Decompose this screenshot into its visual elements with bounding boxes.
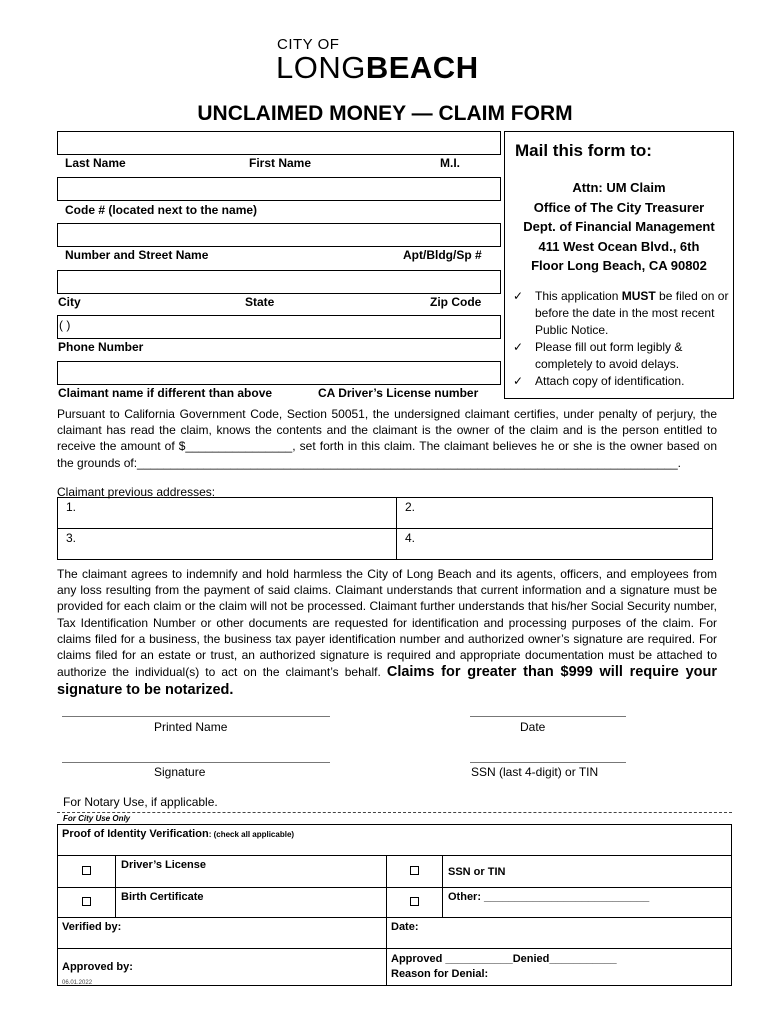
proof-table [57, 824, 732, 986]
instruction-item [513, 339, 731, 373]
logo-city-of: CITY OF [277, 36, 340, 53]
drivers-license-label: CA Driver’s License number [318, 386, 479, 400]
apt-label: Apt/Bldg/Sp # [403, 248, 482, 262]
mail-box [504, 131, 734, 399]
instruction-text: be filed on or before the date in the most recent Public Notice. [535, 289, 729, 337]
phone-prefix: ( ) [59, 318, 71, 332]
instruction-text: Please fill out form legibly & completely to avoid delays. [535, 340, 683, 371]
prev-address-cell[interactable]: 2. [397, 498, 713, 529]
instructions-list [513, 288, 731, 390]
ssn-tin-checkbox[interactable] [410, 866, 419, 875]
printed-name-label: Printed Name [154, 720, 228, 734]
indemnify-paragraph [57, 566, 717, 699]
instruction-emphasis: MUST [621, 289, 656, 303]
other-option: Other: ___________________________ [443, 888, 732, 918]
name-input[interactable] [57, 131, 501, 155]
date-label: Date [520, 720, 546, 734]
city-input[interactable] [57, 270, 501, 294]
verified-by-field[interactable]: Verified by: [58, 918, 387, 949]
mail-heading: Mail this form to: [515, 141, 652, 160]
birth-cert-option: Birth Certificate [116, 888, 387, 918]
instruction-item [513, 288, 731, 339]
street-label: Number and Street Name [65, 248, 209, 262]
claimant-input[interactable] [57, 361, 501, 385]
mail-address-line: Dept. of Financial Management [523, 219, 715, 234]
mail-address-line: Attn: UM Claim [572, 180, 666, 195]
prev-addresses-table [57, 497, 713, 560]
first-name-label: First Name [249, 156, 312, 170]
city-label: City [58, 295, 81, 309]
drivers-license-checkbox[interactable] [82, 866, 91, 875]
claimant-diff-label: Claimant name if different than above [58, 386, 273, 400]
ssn-label: SSN (last 4-digit) or TIN [471, 765, 599, 779]
ssn-line[interactable] [470, 762, 626, 763]
check-mark-icon: ✓ [513, 289, 524, 303]
other-checkbox[interactable] [410, 897, 419, 906]
mail-address-line: Floor Long Beach, CA 90802 [531, 258, 707, 273]
city-use-label: For City Use Only [63, 814, 131, 823]
check-mark-icon: ✓ [513, 340, 524, 354]
mail-address-line: Office of The City Treasurer [533, 199, 705, 215]
notary-label: For Notary Use, if applicable. [63, 795, 218, 809]
birth-cert-checkbox[interactable] [82, 897, 91, 906]
state-label: State [245, 295, 275, 309]
prev-address-cell[interactable]: 1. [58, 498, 397, 529]
phone-input[interactable] [57, 315, 501, 339]
phone-label: Phone Number [58, 340, 144, 354]
approval-status-cell[interactable] [387, 949, 732, 986]
proof-heading: Proof of Identity Verification [62, 828, 209, 840]
instruction-text: This application [535, 289, 622, 303]
approved-by-field[interactable]: Approved by: [58, 949, 387, 986]
verified-date-field[interactable]: Date: [387, 918, 732, 949]
zip-label: Zip Code [430, 295, 482, 309]
date-line[interactable] [470, 716, 626, 717]
signature-line[interactable] [62, 762, 330, 763]
logo-beach: BEACH [365, 50, 479, 85]
street-input[interactable] [57, 223, 501, 247]
mail-address-line: 411 West Ocean Blvd., 6th [538, 238, 700, 254]
instruction-item [513, 373, 731, 390]
footer-date: 06.01.2022 [62, 980, 93, 986]
notarize-notice: Claims for greater than $999 will require your signature to be notarized. [57, 664, 717, 699]
approved-denied-line: Approved ___________Denied___________ [391, 953, 617, 965]
logo-long: LONG [276, 50, 366, 85]
instruction-text: Attach copy of identification. [535, 374, 685, 388]
indemnify-text: The claimant agrees to indemnify and hold harmless the City of Long Beach and its agents, officers, and employees from any loss resulting from the payment of said claims. Claimant understands that current information and a signature must be provided for each claim or the claim will not be processed. Claimant further understands that his/her Social Security number, Tax Identification Number or other documents are requested for identification and processing purposes of the claim. For claims filed for a business, the business tax payer identification number and authorized owner’s signature are required. For claims filed for an estate or trust, an authorized signature is required and appropriate documentation must be attached to authorize the individual(s) to act on the claimant’s behalf. [57, 567, 717, 680]
code-input[interactable] [57, 177, 501, 201]
logo-long-beach [276, 50, 479, 86]
prev-address-cell[interactable]: 3. [58, 529, 397, 560]
reason-denial-label: Reason for Denial: [391, 968, 489, 980]
signature-label: Signature [154, 765, 206, 779]
code-label: Code # (located next to the name) [65, 203, 258, 217]
prev-address-cell[interactable]: 4. [397, 529, 713, 560]
last-name-label: Last Name [65, 156, 126, 170]
mail-address [505, 178, 733, 276]
printed-name-line[interactable] [62, 716, 330, 717]
divider [57, 812, 732, 813]
drivers-license-option: Driver’s License [116, 856, 387, 888]
pursuant-paragraph: Pursuant to California Government Code, Section 50051, the undersigned claimant certifies, under penalty of perjury, the claimant has read the claim, knows the contents and the claimant is the owner of the claim and is the person entitled to receive the amount of $________________, set forth in this claim. The claimant believes he or she is the owner based on the grounds of:_________________________________________________________________________________. [57, 407, 717, 470]
checkbox-cell[interactable] [387, 856, 443, 888]
checkbox-cell[interactable] [58, 856, 116, 888]
mi-label: M.I. [440, 156, 460, 170]
ssn-tin-option: SSN or TIN [443, 856, 732, 888]
check-mark-icon: ✓ [513, 374, 524, 388]
prev-addresses-label: Claimant previous addresses: [57, 485, 216, 499]
checkbox-cell[interactable] [58, 888, 116, 918]
checkbox-cell[interactable] [387, 888, 443, 918]
proof-heading-suffix: : (check all applicable) [208, 830, 295, 839]
form-title: UNCLAIMED MONEY — CLAIM FORM [197, 102, 573, 125]
proof-heading-cell [58, 825, 732, 856]
